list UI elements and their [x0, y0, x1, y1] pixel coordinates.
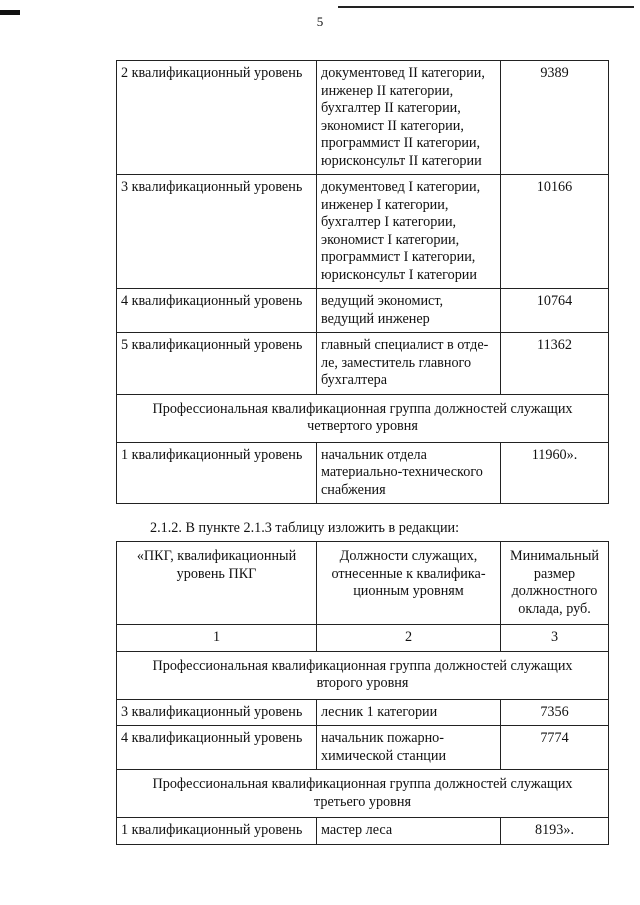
group-header-line: четвертого уровня [307, 418, 418, 434]
position-line: документовед II категории, [321, 65, 485, 81]
column-number: 1 [117, 625, 317, 652]
group-header [117, 770, 609, 818]
header-line: размер [533, 565, 576, 582]
position-line: ле, заместитель главного [321, 354, 472, 371]
positions-cell [317, 289, 501, 333]
group-header [117, 394, 609, 442]
position-line: инженер II категории, [321, 82, 454, 99]
header-line: должностного [511, 583, 598, 599]
salary-value: 11960». [501, 442, 609, 504]
positions-cell [317, 699, 501, 726]
position-line: ведущий инженер [321, 310, 430, 327]
column-number-row [117, 625, 609, 652]
qualification-level: 3 квалификационный уровень [117, 175, 317, 289]
positions-cell [317, 175, 501, 289]
position-line: бухгалтер II категории, [321, 100, 461, 116]
table-row [117, 699, 609, 726]
positions-cell [317, 442, 501, 504]
position-line: юрисконсульт II категории [321, 152, 482, 169]
table-header-row [117, 542, 609, 625]
table-row [117, 289, 609, 333]
qualification-level: 3 квалификационный уровень [117, 699, 317, 726]
group-header-row [117, 394, 609, 442]
group-header-line: Профессиональная квалификационная группа должностей служащих [152, 400, 573, 417]
salary-value: 10764 [501, 289, 609, 333]
column-header [501, 542, 609, 625]
positions-cell [317, 61, 501, 175]
positions-cell [317, 818, 501, 845]
position-line: ведущий экономист, [321, 293, 444, 309]
column-number: 2 [317, 625, 501, 652]
qualification-level: 2 квалификационный уровень [117, 61, 317, 175]
group-header-row [117, 770, 609, 818]
table-row [117, 726, 609, 770]
header-line: отнесенные к квалифика- [331, 565, 486, 582]
qualification-level: 5 квалификационный уровень [117, 333, 317, 395]
column-header [117, 542, 317, 625]
clause-text: 2.1.2. В пункте 2.1.3 таблицу изложить в редакции: [150, 520, 460, 536]
group-header-row [117, 651, 609, 699]
group-header [117, 651, 609, 699]
position-line: снабжения [321, 481, 386, 498]
position-line: инженер I категории, [321, 196, 449, 213]
salary-value: 7356 [501, 699, 609, 726]
position-line: начальник пожарно- [321, 730, 444, 746]
header-line: Минимальный [510, 548, 599, 564]
scan-artifact-line [338, 6, 634, 8]
table-row [117, 61, 609, 175]
position-line: бухгалтер I категории, [321, 214, 457, 230]
page-number: 5 [316, 14, 324, 29]
group-header-line: третьего уровня [314, 793, 411, 810]
qualification-level: 4 квалификационный уровень [117, 726, 317, 770]
group-header-line: второго уровня [316, 675, 409, 691]
position-line: программист II категории, [321, 135, 481, 151]
header-line: «ПКГ, квалификационный [136, 548, 297, 564]
salary-value: 7774 [501, 726, 609, 770]
position-line: материально-технического [321, 464, 483, 480]
salary-value: 9389 [501, 61, 609, 175]
position-line: документовед I категории, [321, 179, 481, 195]
header-line: Должности служащих, [339, 548, 478, 564]
position-line: лесник 1 категории [321, 703, 438, 720]
qualification-level: 1 квалификационный уровень [117, 442, 317, 504]
salary-value: 11362 [501, 333, 609, 395]
salary-table-new [116, 541, 609, 845]
position-line: программист I категории, [321, 249, 476, 265]
table-row [117, 175, 609, 289]
salary-value: 10166 [501, 175, 609, 289]
table-row [117, 818, 609, 845]
position-line: главный специалист в отде- [321, 337, 489, 353]
group-header-line: Профессиональная квалификационная группа должностей служащих [152, 657, 573, 674]
position-line: юрисконсульт I категории [321, 266, 477, 283]
qualification-level: 4 квалификационный уровень [117, 289, 317, 333]
position-line: бухгалтера [321, 372, 388, 388]
positions-cell [317, 333, 501, 395]
position-line: экономист II категории, [321, 117, 464, 134]
group-header-line: Профессиональная квалификационная группа должностей служащих [152, 776, 573, 792]
header-line: уровень ПКГ [176, 565, 257, 582]
column-header [317, 542, 501, 625]
positions-cell [317, 726, 501, 770]
table-row [117, 442, 609, 504]
position-line: мастер леса [321, 822, 393, 838]
position-line: химической станции [321, 747, 447, 764]
header-line: ционным уровням [353, 583, 464, 599]
qualification-level: 1 квалификационный уровень [117, 818, 317, 845]
position-line: экономист I категории, [321, 231, 460, 248]
salary-table-continued [116, 60, 609, 504]
salary-value: 8193». [501, 818, 609, 845]
column-number: 3 [501, 625, 609, 652]
position-line: начальник отдела [321, 446, 427, 463]
header-line: оклада, руб. [518, 600, 591, 617]
table-row [117, 333, 609, 395]
